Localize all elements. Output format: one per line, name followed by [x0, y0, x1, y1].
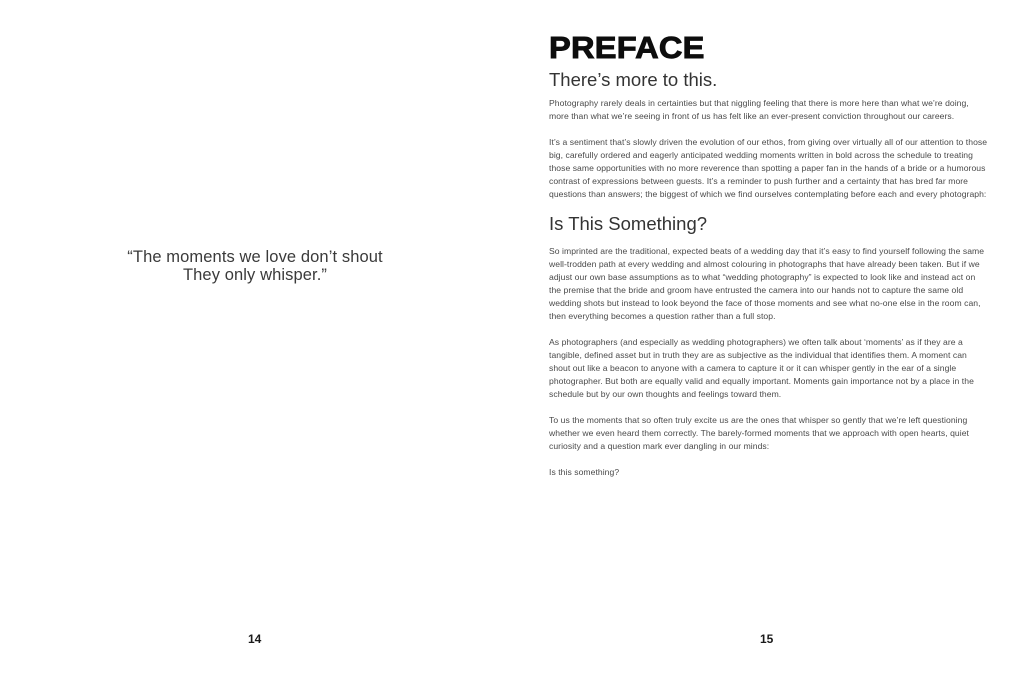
pull-quote-line-1: “The moments we love don’t shout	[127, 248, 383, 266]
section-paragraph-2: As photographers (and especially as wedding photographers) we often talk about ‘moments’ as if they are a tangible, defined asset but in truth they are as subjective as the individual that identifies them. A moment can shout out like a beacon to anyone with a camera to capture it or it can whisper gently in the ear of a single photographer. But both are equally valid and equally important. Moments gain importance not by a place in the schedule but by our own thoughts and feelings toward them.	[549, 337, 974, 399]
intro-paragraph-1: Photography rarely deals in certainties but that niggling feeling that there is more here than what we’re doing, more than what we’re seeing in front of us has felt like an ever-present conviction throughout our careers.	[549, 98, 969, 121]
page-number-right: 15	[760, 632, 774, 646]
pull-quote-line-2: They only whisper.”	[182, 266, 328, 284]
pull-quote	[100, 248, 410, 284]
page-subtitle: There’s more to this.	[549, 69, 718, 90]
page-number-left: 14	[248, 632, 262, 646]
section-paragraph-1: So imprinted are the traditional, expected beats of a wedding day that it’s easy to find yourself following the same well-trodden path at every wedding and almost colouring in photographs that have already been taken. But if we adjust our own base assumptions as to what “wedding photography” is expected to look like and instead act on the premise that the bride and groom have entrusted the camera into our hands not to capture the same old wedding shots but instead to look beyond the face of those moments and see what no-one else in the room can, then everything becomes a question rather than a full stop.	[549, 246, 985, 321]
section-heading: Is This Something?	[549, 213, 708, 234]
section-paragraph-3: To us the moments that so often truly excite us are the ones that whisper so gently that we’re left questioning whether we even heard them correctly. The barely-formed moments that we approach with open hearts, quiet curiosity and a question mark ever dangling in our minds:	[549, 415, 969, 451]
section-paragraph-4: Is this something?	[549, 467, 620, 477]
preface-content	[549, 33, 989, 479]
page-title: PREFACE	[549, 31, 705, 65]
right-page	[512, 0, 1024, 685]
intro-paragraph-2: It’s a sentiment that’s slowly driven the evolution of our ethos, from giving over virtually all of our attention to those big, carefully ordered and eagerly anticipated wedding moments written in bold across the schedule to treating those same opportunities with no more reverence than spotting a paper fan in the hands of a bride or a humorous contrast of expressions between guests. It’s a reminder to push further and a certainty that has bred far more questions than answers; the biggest of which we find ourselves contemplating before each and every photograph:	[549, 137, 988, 199]
